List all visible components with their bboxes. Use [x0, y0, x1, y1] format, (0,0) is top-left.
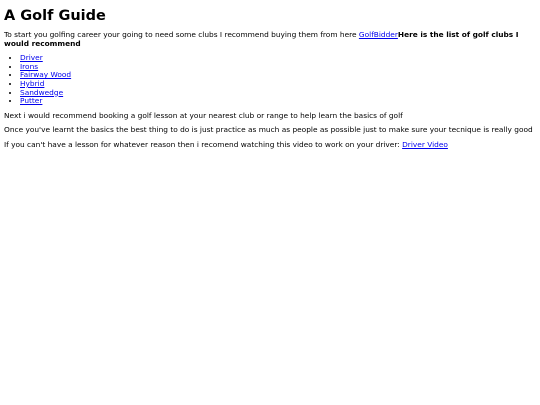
intro-text: To start you golfing career your going to need some clubs I recommend buying them from here [4, 30, 359, 39]
club-link-irons[interactable]: Irons [20, 61, 39, 71]
list-item [20, 89, 536, 98]
list-item [20, 71, 536, 80]
club-link-fairway-wood[interactable]: Fairway Wood [20, 70, 72, 80]
golfbidder-link[interactable]: GolfBidder [358, 30, 398, 39]
list-item [20, 80, 536, 89]
practice-paragraph: Once you've learnt the basics the best thing to do is just practice as much as people as possible just to make sure your tecnique is really good [4, 125, 533, 135]
page-title: A Golf Guide [4, 8, 106, 24]
intro-paragraph [4, 31, 536, 48]
list-item [20, 97, 536, 106]
list-item [20, 63, 536, 72]
lesson-paragraph: Next i would recommend booking a golf lesson at your nearest club or range to help learn the basics of golf [4, 110, 403, 120]
club-link-driver[interactable]: Driver [20, 53, 43, 63]
driver-video-link[interactable]: Driver Video [402, 139, 448, 149]
club-link-hybrid[interactable]: Hybrid [20, 78, 45, 88]
club-list [4, 54, 536, 106]
video-paragraph [4, 141, 536, 150]
video-text: If you can't have a lesson for whatever reason then i recomend watching this video to work on your driver: [4, 139, 403, 149]
list-item [20, 54, 536, 63]
club-list-heading: Here is the list of golf clubs I would recommend [4, 30, 519, 48]
page-body [0, 8, 540, 150]
club-link-sandwedge[interactable]: Sandwedge [20, 87, 64, 97]
club-link-putter[interactable]: Putter [20, 96, 43, 106]
